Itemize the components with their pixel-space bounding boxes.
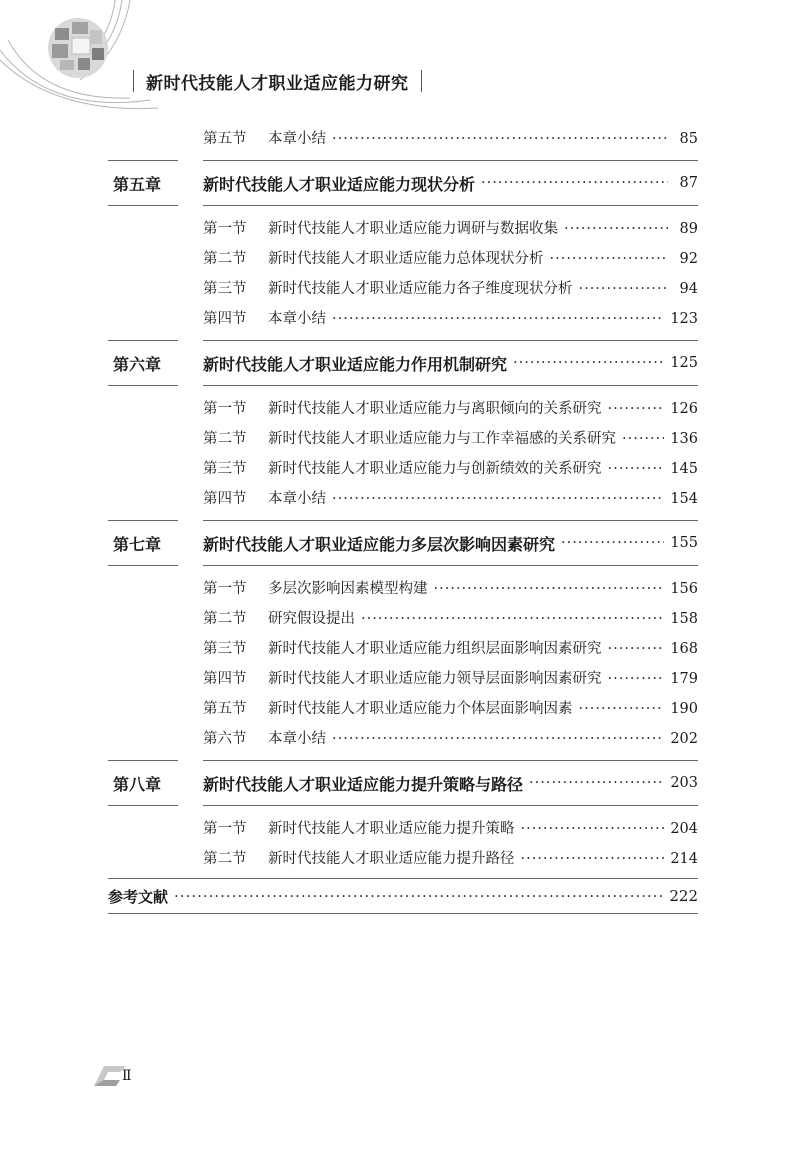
leader-dots: [564, 214, 668, 244]
leader-dots: [608, 394, 665, 424]
page-number: 92: [679, 251, 698, 267]
section-number: 第二节: [203, 431, 247, 447]
toc-section-row[interactable]: [108, 394, 698, 424]
chapter-title: 新时代技能人才职业适应能力作用机制研究: [203, 354, 508, 374]
page-number: 204: [670, 821, 698, 837]
running-header: [133, 68, 422, 94]
toc-section-row[interactable]: [108, 574, 698, 604]
toc-chapter-row[interactable]: [108, 340, 698, 386]
chapter-title: 新时代技能人才职业适应能力多层次影响因素研究: [203, 534, 556, 554]
section-title: 新时代技能人才职业适应能力提升路径: [268, 851, 515, 867]
section-title: 新时代技能人才职业适应能力个体层面影响因素: [268, 701, 573, 717]
section-title: 新时代技能人才职业适应能力组织层面影响因素研究: [268, 641, 602, 657]
toc-section-row[interactable]: [108, 664, 698, 694]
section-title: 新时代技能人才职业适应能力与创新绩效的关系研究: [268, 461, 602, 477]
toc-section-row[interactable]: [108, 814, 698, 844]
leader-dots: [481, 175, 668, 191]
page-number: 202: [670, 731, 698, 747]
leader-dots: [332, 304, 664, 334]
page-number: 190: [670, 701, 698, 717]
chapter-title: 新时代技能人才职业适应能力提升策略与路径: [203, 774, 524, 794]
leader-dots: [521, 814, 665, 844]
section-title: 本章小结: [268, 131, 326, 147]
section-title: 研究假设提出: [268, 611, 355, 627]
leader-dots: [550, 244, 669, 274]
page-number: 87: [679, 175, 698, 191]
section-title: 新时代技能人才职业适应能力与工作幸福感的关系研究: [268, 431, 616, 447]
page-number: 85: [679, 131, 698, 147]
toc-section-row[interactable]: [108, 604, 698, 634]
book-title: 新时代技能人才职业适应能力研究: [146, 73, 409, 94]
section-number: 第六节: [203, 731, 247, 747]
section-title: 本章小结: [268, 491, 326, 507]
section-number: 第四节: [203, 491, 247, 507]
leader-dots: [332, 724, 664, 754]
leader-dots: [332, 484, 664, 514]
section-number: 第二节: [203, 251, 247, 267]
section-title: 新时代技能人才职业适应能力提升策略: [268, 821, 515, 837]
chapter-number: 第五章: [113, 174, 162, 194]
page-number-footer: Ⅱ: [122, 1068, 132, 1084]
chapter-number: 第六章: [113, 354, 162, 374]
section-title: 新时代技能人才职业适应能力领导层面影响因素研究: [268, 671, 602, 687]
leader-dots: [529, 775, 664, 791]
leader-dots: [434, 574, 665, 604]
page-number: 155: [670, 535, 698, 551]
page-number: 136: [670, 431, 698, 447]
toc-section-row[interactable]: [108, 634, 698, 664]
chapter-title: 新时代技能人才职业适应能力现状分析: [203, 174, 476, 194]
section-number: 第一节: [203, 221, 247, 237]
section-title: 新时代技能人才职业适应能力调研与数据收集: [268, 221, 558, 237]
page-number: 145: [670, 461, 698, 477]
leader-dots: [521, 844, 665, 874]
toc-section-row[interactable]: [108, 844, 698, 874]
section-number: 第一节: [203, 821, 247, 837]
toc-section-row[interactable]: [108, 484, 698, 514]
leader-dots: [513, 355, 664, 371]
leader-dots: [332, 124, 668, 154]
section-number: 第一节: [203, 581, 247, 597]
chapter-number: 第八章: [113, 774, 162, 794]
section-title: 新时代技能人才职业适应能力总体现状分析: [268, 251, 544, 267]
toc-section-row[interactable]: [108, 304, 698, 334]
leader-dots: [361, 604, 664, 634]
page-number: 154: [670, 491, 698, 507]
toc-section-row[interactable]: [108, 244, 698, 274]
page-number: 158: [670, 611, 698, 627]
section-title: 新时代技能人才职业适应能力各子维度现状分析: [268, 281, 573, 297]
table-of-contents: [108, 124, 698, 914]
publisher-globe-logo: [0, 0, 160, 124]
section-number: 第五节: [203, 131, 247, 147]
leader-dots: [579, 694, 665, 724]
toc-section-row[interactable]: [108, 124, 698, 154]
leader-dots: [608, 454, 665, 484]
chapter-number: 第七章: [113, 534, 162, 554]
leader-dots: [174, 887, 663, 905]
section-title: 多层次影响因素模型构建: [268, 581, 428, 597]
section-title: 本章小结: [268, 731, 326, 747]
page-number: 222: [669, 887, 698, 905]
page-number: 214: [670, 851, 698, 867]
leader-dots: [608, 664, 665, 694]
header-divider-right: [421, 70, 422, 92]
page-number: 126: [670, 401, 698, 417]
section-number: 第三节: [203, 281, 247, 297]
page-number: 123: [670, 311, 698, 327]
toc-chapter-row[interactable]: [108, 160, 698, 206]
page-number: 125: [670, 355, 698, 371]
toc-section-row[interactable]: [108, 694, 698, 724]
section-number: 第三节: [203, 461, 247, 477]
toc-section-row[interactable]: [108, 214, 698, 244]
leader-dots: [561, 535, 664, 551]
page-number: 179: [670, 671, 698, 687]
leader-dots: [608, 634, 665, 664]
references-title: 参考文献: [108, 887, 169, 906]
toc-section-row[interactable]: [108, 424, 698, 454]
page-number: 94: [679, 281, 698, 297]
page-footer: [90, 1062, 132, 1090]
leader-dots: [579, 274, 669, 304]
section-number: 第三节: [203, 641, 247, 657]
section-number: 第四节: [203, 671, 247, 687]
toc-references-row[interactable]: [108, 878, 698, 914]
page-number: 203: [670, 775, 698, 791]
toc-section-row[interactable]: [108, 724, 698, 754]
section-title: 新时代技能人才职业适应能力与离职倾向的关系研究: [268, 401, 602, 417]
leader-dots: [622, 424, 664, 454]
section-number: 第二节: [203, 611, 247, 627]
page-number: 156: [670, 581, 698, 597]
toc-section-row[interactable]: [108, 274, 698, 304]
toc-section-row[interactable]: [108, 454, 698, 484]
section-number: 第五节: [203, 701, 247, 717]
section-number: 第二节: [203, 851, 247, 867]
toc-chapter-row[interactable]: [108, 520, 698, 566]
page-number: 168: [670, 641, 698, 657]
page-number: 89: [679, 221, 698, 237]
toc-chapter-row[interactable]: [108, 760, 698, 806]
section-number: 第一节: [203, 401, 247, 417]
section-title: 本章小结: [268, 311, 326, 327]
section-number: 第四节: [203, 311, 247, 327]
